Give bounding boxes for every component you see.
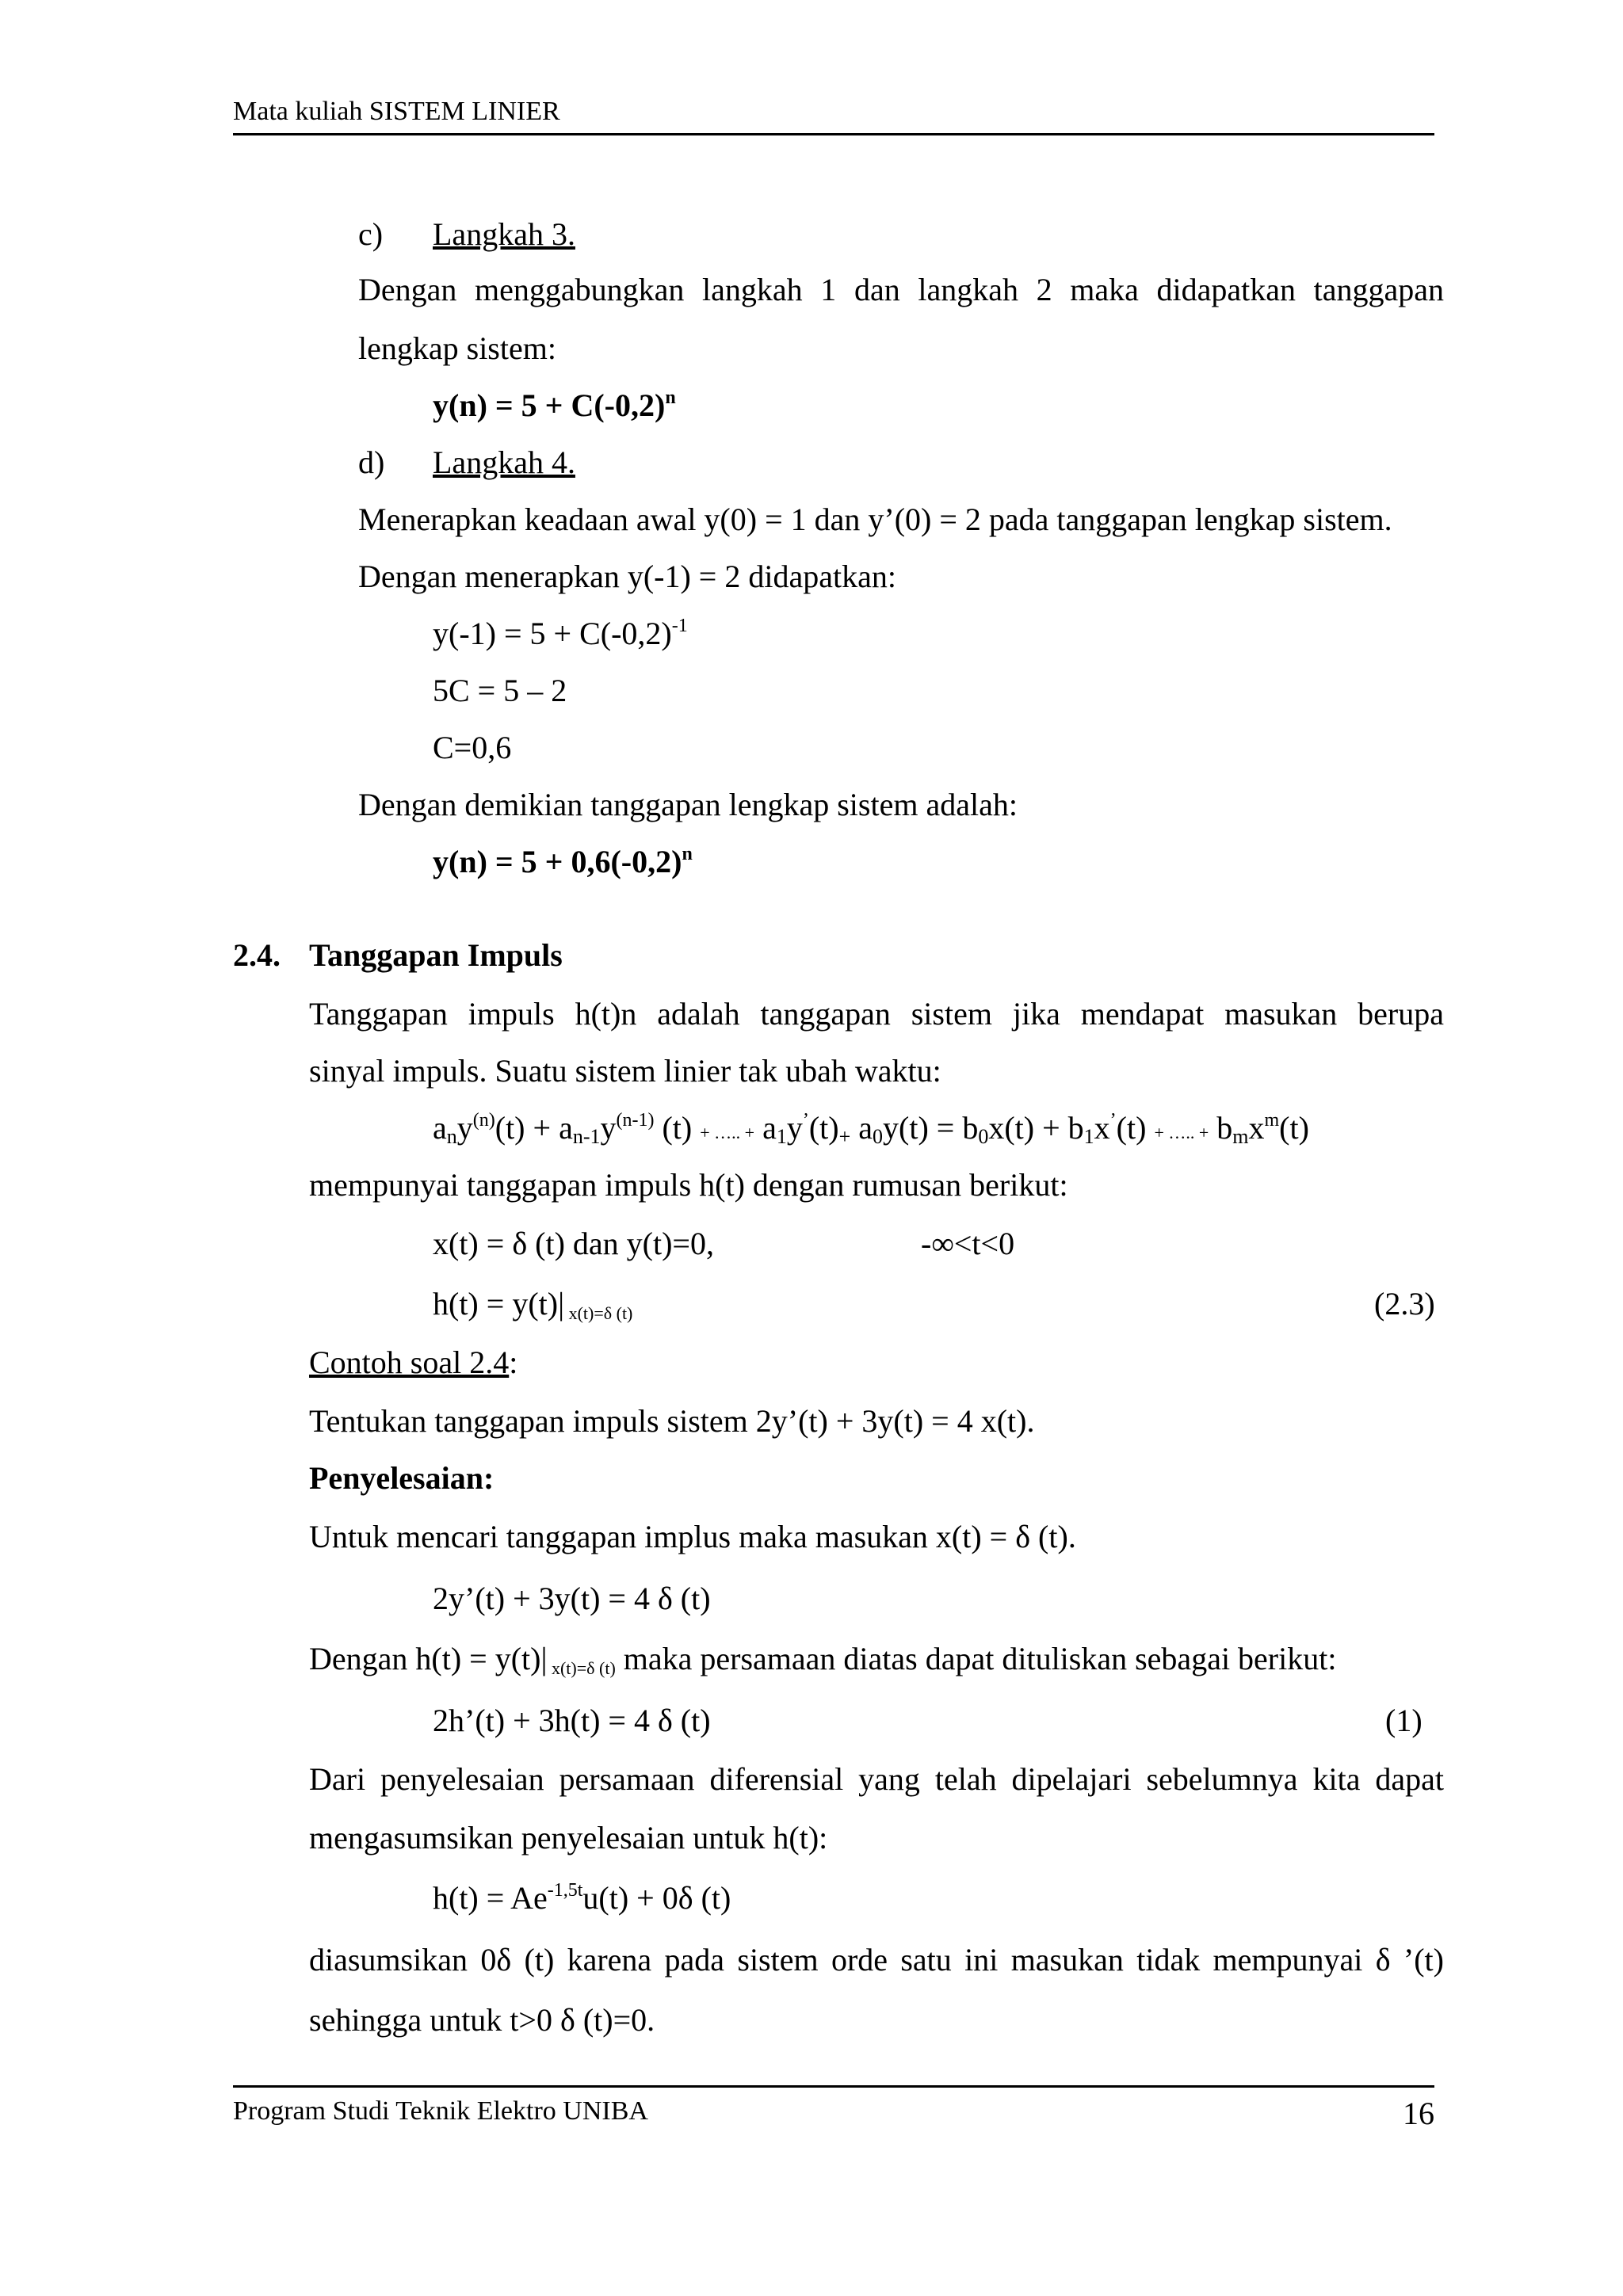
deq-dots1: + ….. + [700, 1123, 755, 1142]
deq-t3: (t) [808, 1110, 839, 1146]
header-title: Mata kuliah SISTEM LINIER [233, 97, 560, 126]
deq-sub-0b: 0 [978, 1125, 989, 1148]
section-heading [233, 936, 563, 974]
example-question: Tentukan tanggapan impuls sistem 2y’(t) + 3y(t) = 4 x(t). [309, 1403, 1035, 1439]
step-c-title: Langkah 3. [433, 216, 575, 252]
deq-y2: y [600, 1110, 617, 1146]
example-title: Contoh soal 2.4 [309, 1344, 510, 1380]
deq-t1: (t) + a [495, 1110, 573, 1146]
deq-prime1: ’ [802, 1110, 809, 1131]
step-d-equation1-base: y(-1) = 5 + C(-0,2) [433, 616, 672, 651]
condition-equation: x(t) = δ (t) dan y(t)=0, [433, 1226, 714, 1261]
section-line-after: mempunyai tanggapan impuls h(t) dengan rumusan berikut: [309, 1167, 1068, 1203]
deq-rest: y(t) = b [883, 1110, 979, 1146]
example-heading [309, 1344, 517, 1382]
section-title: Tanggapan Impuls [309, 937, 563, 973]
step-c-equation [433, 387, 676, 425]
impulse-definition-base: h(t) = y(t)| [433, 1286, 565, 1322]
step-d-title: Langkah 4. [433, 444, 575, 480]
solution-step3-line1: Dari penyelesaian persamaan diferensial yang telah dipelajari sebelumnya kita dapat [309, 1761, 1444, 1797]
solution-step4-line2: sehingga untuk t>0 δ (t)=0. [309, 2002, 655, 2038]
deq-y3: y [786, 1110, 803, 1146]
solution-step2-base: Dengan h(t) = y(t)| [309, 1641, 548, 1676]
solution-step2-sub: x(t)=δ (t) [547, 1658, 616, 1678]
solution-step2-rest: maka persamaan diatas dapat dituliskan sebagai berikut: [615, 1641, 1337, 1676]
solution-step3-line2: mengasumsikan penyelesaian untuk h(t): [309, 1820, 828, 1855]
differential-equation [433, 1109, 1309, 1152]
deq-sub-1: 1 [776, 1125, 787, 1148]
deq-a: a [433, 1110, 447, 1146]
step-c-paragraph-line2: lengkap sistem: [358, 330, 556, 366]
step-c-equation-base: y(n) = 5 + C(-0,2) [433, 387, 666, 423]
condition-range: -∞<t<0 [921, 1226, 1015, 1261]
deq-a1: a [754, 1110, 777, 1146]
step-c-heading [358, 215, 575, 254]
deq-sup-m: m [1264, 1110, 1280, 1131]
step-d-equation1-sup: -1 [671, 616, 688, 636]
deq-rest2: x(t) + b [988, 1110, 1084, 1146]
deq-xm: x [1248, 1110, 1265, 1146]
solution-step1: Untuk mencari tanggapan implus maka masukan x(t) = δ (t). [309, 1519, 1076, 1554]
step-c-marker: c) [358, 216, 384, 252]
step-d-final-base: y(n) = 5 + 0,6(-0,2) [433, 844, 682, 879]
section-number: 2.4. [233, 937, 281, 973]
deq-x1: x [1094, 1110, 1110, 1146]
step-d-line3: Dengan demikian tanggapan lengkap sistem adalah: [358, 787, 1018, 822]
step-d-equation3: C=0,6 [433, 730, 512, 765]
solution-equation3-rest: u(t) + 0δ (t) [582, 1880, 731, 1916]
deq-sub-n: n [446, 1125, 457, 1148]
step-d-line1: Menerapkan keadaan awal y(0) = 1 dan y’(0) = 2 pada tanggapan lengkap sistem. [358, 502, 1392, 537]
step-d-heading [358, 444, 575, 482]
deq-bm: b [1209, 1110, 1233, 1146]
solution-equation3 [433, 1879, 731, 1917]
deq-t2: (t) [654, 1110, 701, 1146]
header-rule [233, 133, 1434, 135]
solution-equation1: 2y’(t) + 3y(t) = 4 δ (t) [433, 1581, 711, 1616]
solution-equation3-sup: -1,5t [547, 1880, 583, 1901]
section-intro-line1: Tanggapan impuls h(t)n adalah tanggapan sistem jika mendapat masukan berupa [309, 996, 1444, 1032]
footer-text: Program Studi Teknik Elektro UNIBA [233, 2096, 648, 2126]
deq-sub-1b: 1 [1083, 1125, 1094, 1148]
step-d-final-equation [433, 843, 693, 881]
step-d-final-sup: n [682, 844, 693, 864]
deq-a0: a [850, 1110, 873, 1146]
deq-sub-0: 0 [873, 1125, 884, 1148]
step-d-line2: Dengan menerapkan y(-1) = 2 didapatkan: [358, 559, 896, 594]
step-d-equation2: 5C = 5 – 2 [433, 673, 567, 708]
step-c-equation-sup: n [665, 387, 676, 408]
deq-prime2: ’ [1109, 1110, 1117, 1131]
deq-sub-m: m [1232, 1125, 1249, 1148]
deq-plus: + [838, 1125, 851, 1148]
page-number: 16 [1403, 2096, 1434, 2131]
deq-sub-n1: n-1 [572, 1125, 601, 1148]
deq-t4: (t) [1116, 1110, 1155, 1146]
solution-label: Penyelesaian: [309, 1460, 495, 1496]
deq-sup-n1: (n-1) [616, 1110, 655, 1131]
solution-step2 [309, 1640, 1336, 1678]
impulse-definition-sub: x(t)=δ (t) [564, 1303, 633, 1323]
impulse-definition [433, 1285, 632, 1323]
equation-number-1: (1) [1385, 1703, 1423, 1738]
example-colon: : [509, 1344, 518, 1380]
section-intro-line2: sinyal impuls. Suatu sistem linier tak ubah waktu: [309, 1053, 941, 1089]
equation-number-2-3: (2.3) [1374, 1286, 1435, 1322]
step-d-equation1 [433, 615, 688, 653]
footer-rule [233, 2085, 1434, 2088]
deq-t5: (t) [1279, 1110, 1309, 1146]
step-c-paragraph-line1: Dengan menggabungkan langkah 1 dan langkah 2 maka didapatkan tanggapan [358, 272, 1444, 307]
solution-equation3-base: h(t) = Ae [433, 1880, 548, 1916]
step-d-marker: d) [358, 444, 385, 480]
deq-sup-n: (n) [472, 1110, 495, 1131]
deq-dots2: + ….. + [1154, 1123, 1209, 1142]
solution-step4-line1: diasumsikan 0δ (t) karena pada sistem orde satu ini masukan tidak mempunyai δ ’(t) [309, 1942, 1444, 1978]
solution-equation2: 2h’(t) + 3h(t) = 4 δ (t) [433, 1703, 711, 1738]
deq-y1: y [456, 1110, 473, 1146]
